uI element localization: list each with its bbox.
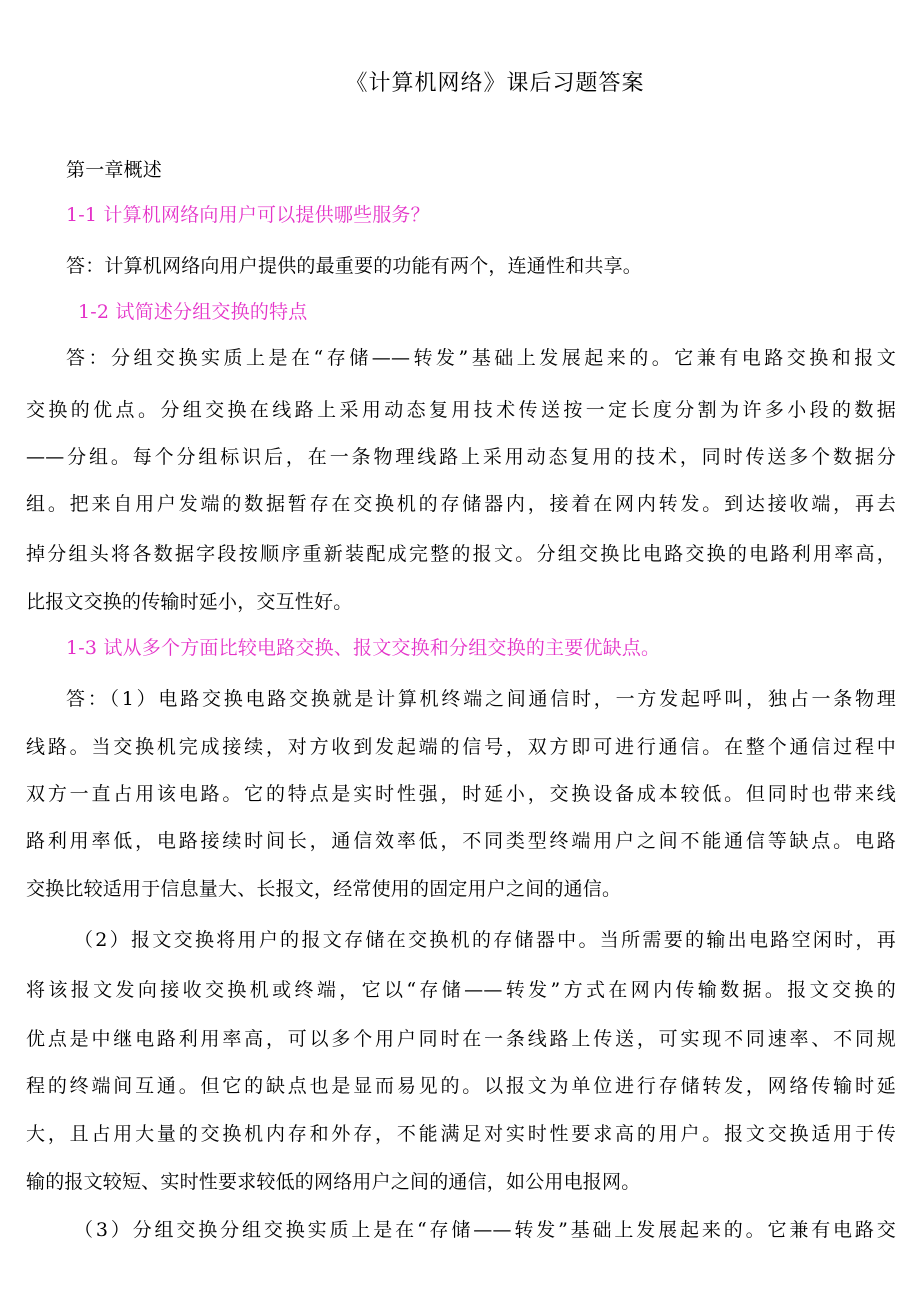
question-1-1: 1-1 计算机网络向用户可以提供哪些服务？: [66, 204, 430, 226]
answer-1-3-2-line: 优点是中继电路利用率高，可以多个用户同时在一条线路上传送，可实现不同速率、不同规: [26, 1028, 896, 1050]
answer-1-2-line: 组。把来自用户发端的数据暂存在交换机的存储器内，接着在网内转发。到达接收端，再去: [26, 493, 896, 515]
question-1-2: 1-2 试简述分组交换的特点: [78, 301, 308, 323]
answer-1-3-3-line: （3）分组交换分组交换实质上是在“存储——转发”基础上发展起来的。它兼有电路交: [74, 1219, 896, 1241]
answer-1-3-line: 线路。当交换机完成接续，对方收到发起端的信号，双方即可进行通信。在整个通信过程中: [26, 736, 896, 758]
chapter-heading: 第一章概述: [66, 159, 163, 181]
answer-1-3-2-line: 程的终端间互通。但它的缺点也是显而易见的。以报文为单位进行存储转发，网络传输时延: [26, 1075, 896, 1097]
answer-1-3-2-line: 将该报文发向接收交换机或终端，它以“存储——转发”方式在网内传输数据。报文交换的: [26, 979, 896, 1001]
answer-1-2-line: 比报文交换的传输时延小，交互性好。: [26, 591, 353, 613]
question-1-3: 1-3 试从多个方面比较电路交换、报文交换和分组交换的主要优缺点。: [66, 637, 661, 659]
answer-1-3-line: 路利用率低，电路接续时间长，通信效率低，不同类型终端用户之间不能通信等缺点。电路: [26, 830, 896, 852]
answer-1-2-line: 交换的优点。分组交换在线路上采用动态复用技术传送按一定长度分割为许多小段的数据: [26, 399, 896, 421]
answer-1-3-2-line: （2）报文交换将用户的报文存储在交换机的存储器中。当所需要的输出电路空闲时，再: [74, 929, 896, 951]
document-title: 《计算机网络》课后习题答案: [345, 71, 645, 96]
answer-1-2-line: ——分组。每个分组标识后，在一条物理线路上采用动态复用的技术，同时传送多个数据分: [26, 446, 896, 468]
answer-1-3-line: 交换比较适用于信息量大、长报文，经常使用的固定用户之间的通信。: [26, 878, 622, 900]
answer-1-2-line: 答：分组交换实质上是在“存储——转发”基础上发展起来的。它兼有电路交换和报文: [66, 347, 896, 369]
answer-1-3-2-line: 输的报文较短、实时性要求较低的网络用户之间的通信，如公用电报网。: [26, 1171, 641, 1193]
answer-1-3-line: 双方一直占用该电路。它的特点是实时性强，时延小，交换设备成本较低。但同时也带来线: [26, 783, 896, 805]
answer-1-3-2-line: 大，且占用大量的交换机内存和外存，不能满足对实时性要求高的用户。报文交换适用于传: [26, 1123, 896, 1145]
answer-1-1: 答：计算机网络向用户提供的最重要的功能有两个，连通性和共享。: [66, 255, 643, 277]
answer-1-3-line: 答：（1）电路交换电路交换就是计算机终端之间通信时，一方发起呼叫，独占一条物理: [66, 688, 896, 710]
answer-1-2-line: 掉分组头将各数据字段按顺序重新装配成完整的报文。分组交换比电路交换的电路利用率高，: [26, 543, 896, 565]
